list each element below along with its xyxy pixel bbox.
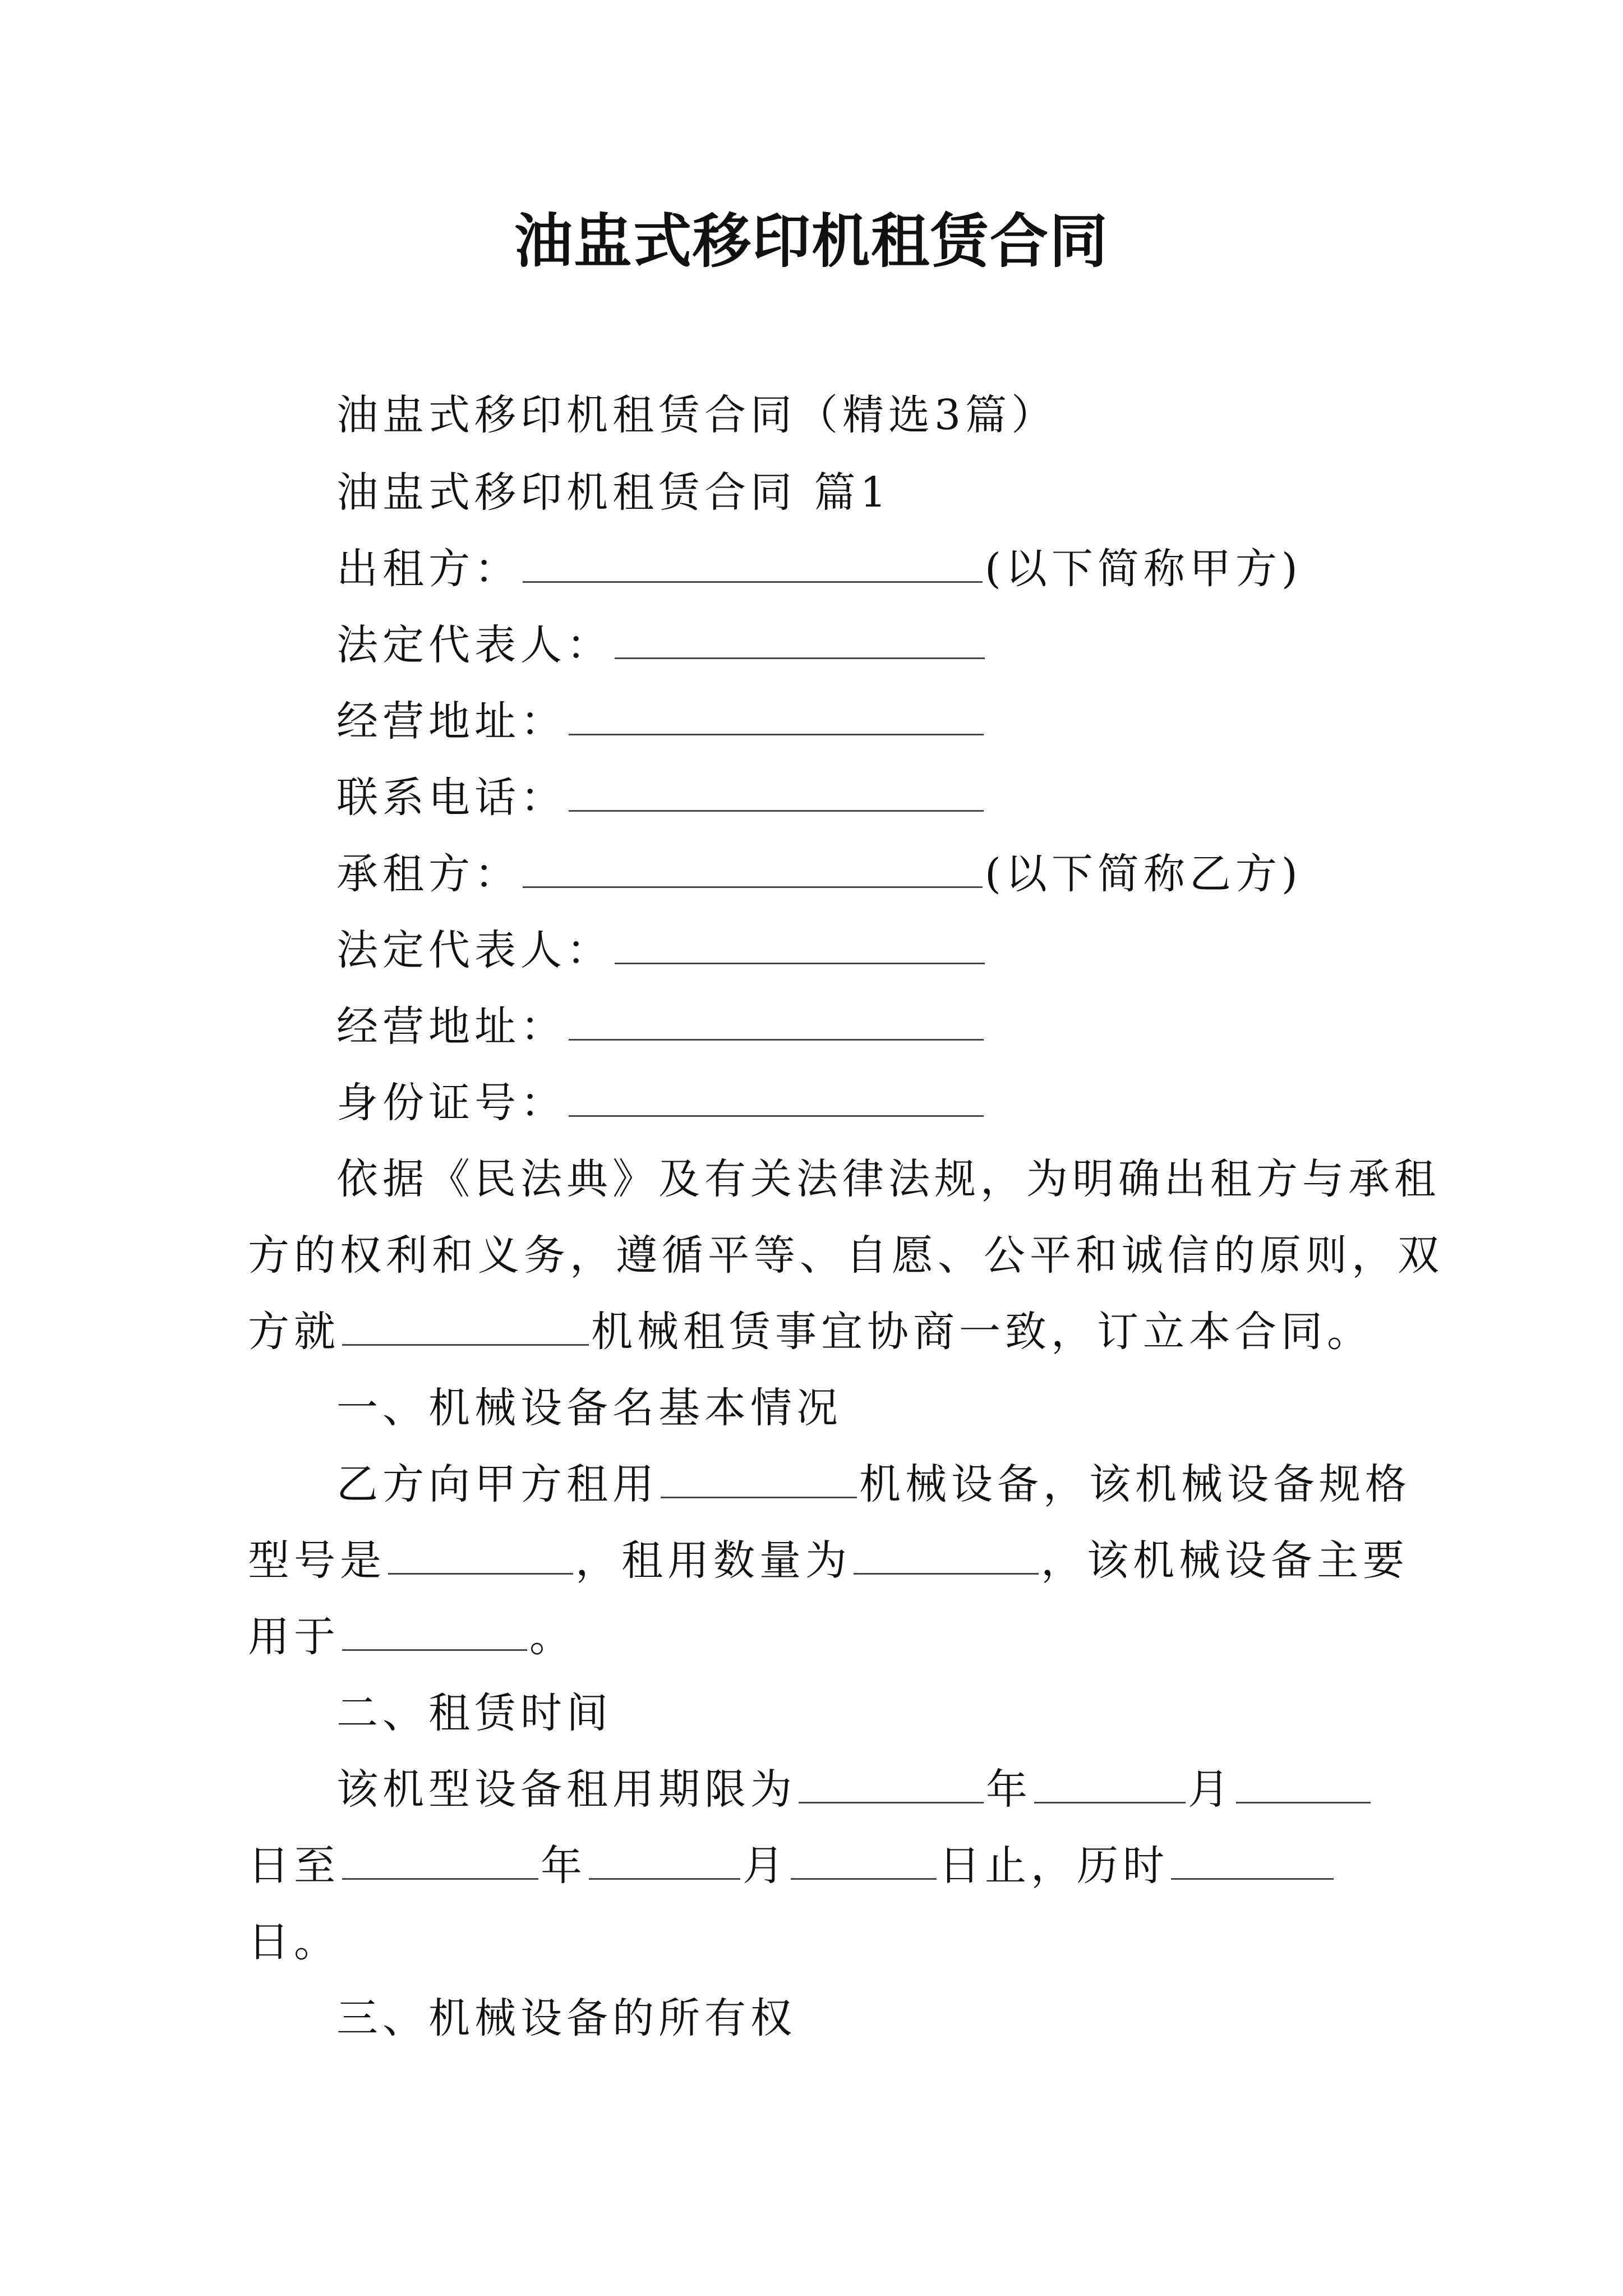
lessee-rep-blank[interactable] bbox=[615, 923, 985, 964]
lessor-address-blank[interactable] bbox=[569, 694, 984, 735]
section2-heading: 二、租赁时间 bbox=[336, 1689, 612, 1737]
lessee-rep-label: 法定代表人： bbox=[336, 926, 612, 974]
end-year-blank[interactable] bbox=[342, 1839, 538, 1880]
para3-line2-end: 日止，历时 bbox=[939, 1842, 1169, 1890]
equipment-name-blank[interactable] bbox=[661, 1457, 857, 1498]
end-day-blank[interactable] bbox=[791, 1839, 937, 1880]
lessor-blank[interactable] bbox=[523, 542, 983, 583]
para2-line3-start: 用于 bbox=[248, 1613, 340, 1661]
lessor-rep-blank[interactable] bbox=[615, 618, 985, 659]
para3-line2 bbox=[248, 1838, 1336, 1894]
para2-line2-start: 型号是 bbox=[248, 1536, 386, 1585]
lessor-address-label: 经营地址： bbox=[336, 697, 566, 746]
para3-line2-start: 日至 bbox=[248, 1842, 340, 1890]
para2-line3 bbox=[248, 1609, 575, 1665]
para2-line2 bbox=[248, 1533, 1409, 1589]
para3-line1 bbox=[336, 1761, 1373, 1818]
lessee-label: 承租方： bbox=[336, 850, 520, 898]
start-month-blank[interactable] bbox=[1034, 1763, 1186, 1803]
quantity-blank[interactable] bbox=[854, 1534, 1039, 1575]
lessee-id-label: 身份证号： bbox=[336, 1079, 566, 1127]
lessee-blank[interactable] bbox=[523, 847, 983, 888]
machine-type-blank[interactable] bbox=[342, 1305, 589, 1346]
lessor-rep-label: 法定代表人： bbox=[336, 621, 612, 669]
para3-line3: 日。 bbox=[248, 1918, 340, 1966]
lessee-address-line bbox=[336, 999, 986, 1055]
para1-line3-end: 机械租赁事宜协商一致，订立本合同。 bbox=[591, 1308, 1373, 1356]
para1-line3 bbox=[248, 1304, 1373, 1360]
lessee-id-blank[interactable] bbox=[569, 1076, 984, 1117]
intro-line: 油盅式移印机租赁合同（精选3篇） bbox=[336, 391, 1058, 439]
lessee-id-line bbox=[336, 1075, 986, 1131]
end-year-label: 年 bbox=[541, 1842, 587, 1890]
lessor-rep-line bbox=[336, 617, 987, 673]
para2-line2-end: ，该机械设备主要 bbox=[1041, 1536, 1409, 1585]
document-title: 油盅式移印机租赁合同 bbox=[514, 206, 1109, 275]
section3-heading: 三、机械设备的所有权 bbox=[336, 1994, 796, 2042]
model-blank[interactable] bbox=[388, 1534, 573, 1575]
start-year-label: 年 bbox=[986, 1765, 1032, 1814]
lessor-phone-label: 联系电话： bbox=[336, 774, 566, 822]
para1-line2: 方的权利和义务，遵循平等、自愿、公平和诚信的原则，双 bbox=[248, 1231, 1444, 1280]
para1-line1: 依据《民法典》及有关法律法规，为明确出租方与承租 bbox=[336, 1155, 1440, 1203]
para2-line1-start: 乙方向甲方租用 bbox=[336, 1460, 658, 1508]
lessor-address-line bbox=[336, 693, 986, 749]
usage-blank[interactable] bbox=[342, 1610, 527, 1651]
end-month-label: 月 bbox=[743, 1842, 789, 1890]
start-day-blank[interactable] bbox=[1236, 1763, 1371, 1803]
para2-line1-end: 机械设备，该机械设备规格 bbox=[859, 1460, 1411, 1508]
lessee-suffix: (以下简称乙方) bbox=[985, 850, 1302, 898]
para1-line3-start: 方就 bbox=[248, 1308, 340, 1356]
para3-line1-start: 该机型设备租用期限为 bbox=[336, 1765, 796, 1814]
lessor-phone-blank[interactable] bbox=[569, 771, 984, 812]
lessor-phone-line bbox=[336, 770, 986, 826]
para2-line3-end: 。 bbox=[529, 1613, 575, 1661]
section1-heading: 一、机械设备名基本情况 bbox=[336, 1384, 842, 1432]
duration-blank[interactable] bbox=[1171, 1839, 1334, 1880]
start-month-label: 月 bbox=[1188, 1765, 1234, 1814]
lessee-rep-line bbox=[336, 922, 987, 978]
start-year-blank[interactable] bbox=[799, 1763, 984, 1803]
lessor-label: 出租方： bbox=[336, 545, 520, 593]
lessor-line bbox=[336, 541, 1302, 597]
para2-line2-mid: ，租用数量为 bbox=[575, 1536, 851, 1585]
lessee-address-label: 经营地址： bbox=[336, 1002, 566, 1051]
lessee-address-blank[interactable] bbox=[569, 1000, 984, 1041]
para2-line1 bbox=[336, 1456, 1411, 1512]
lessee-line bbox=[336, 846, 1302, 902]
lessor-suffix: (以下简称甲方) bbox=[985, 545, 1302, 593]
chapter-heading: 油盅式移印机租赁合同 篇1 bbox=[336, 468, 891, 517]
end-month-blank[interactable] bbox=[589, 1839, 740, 1880]
